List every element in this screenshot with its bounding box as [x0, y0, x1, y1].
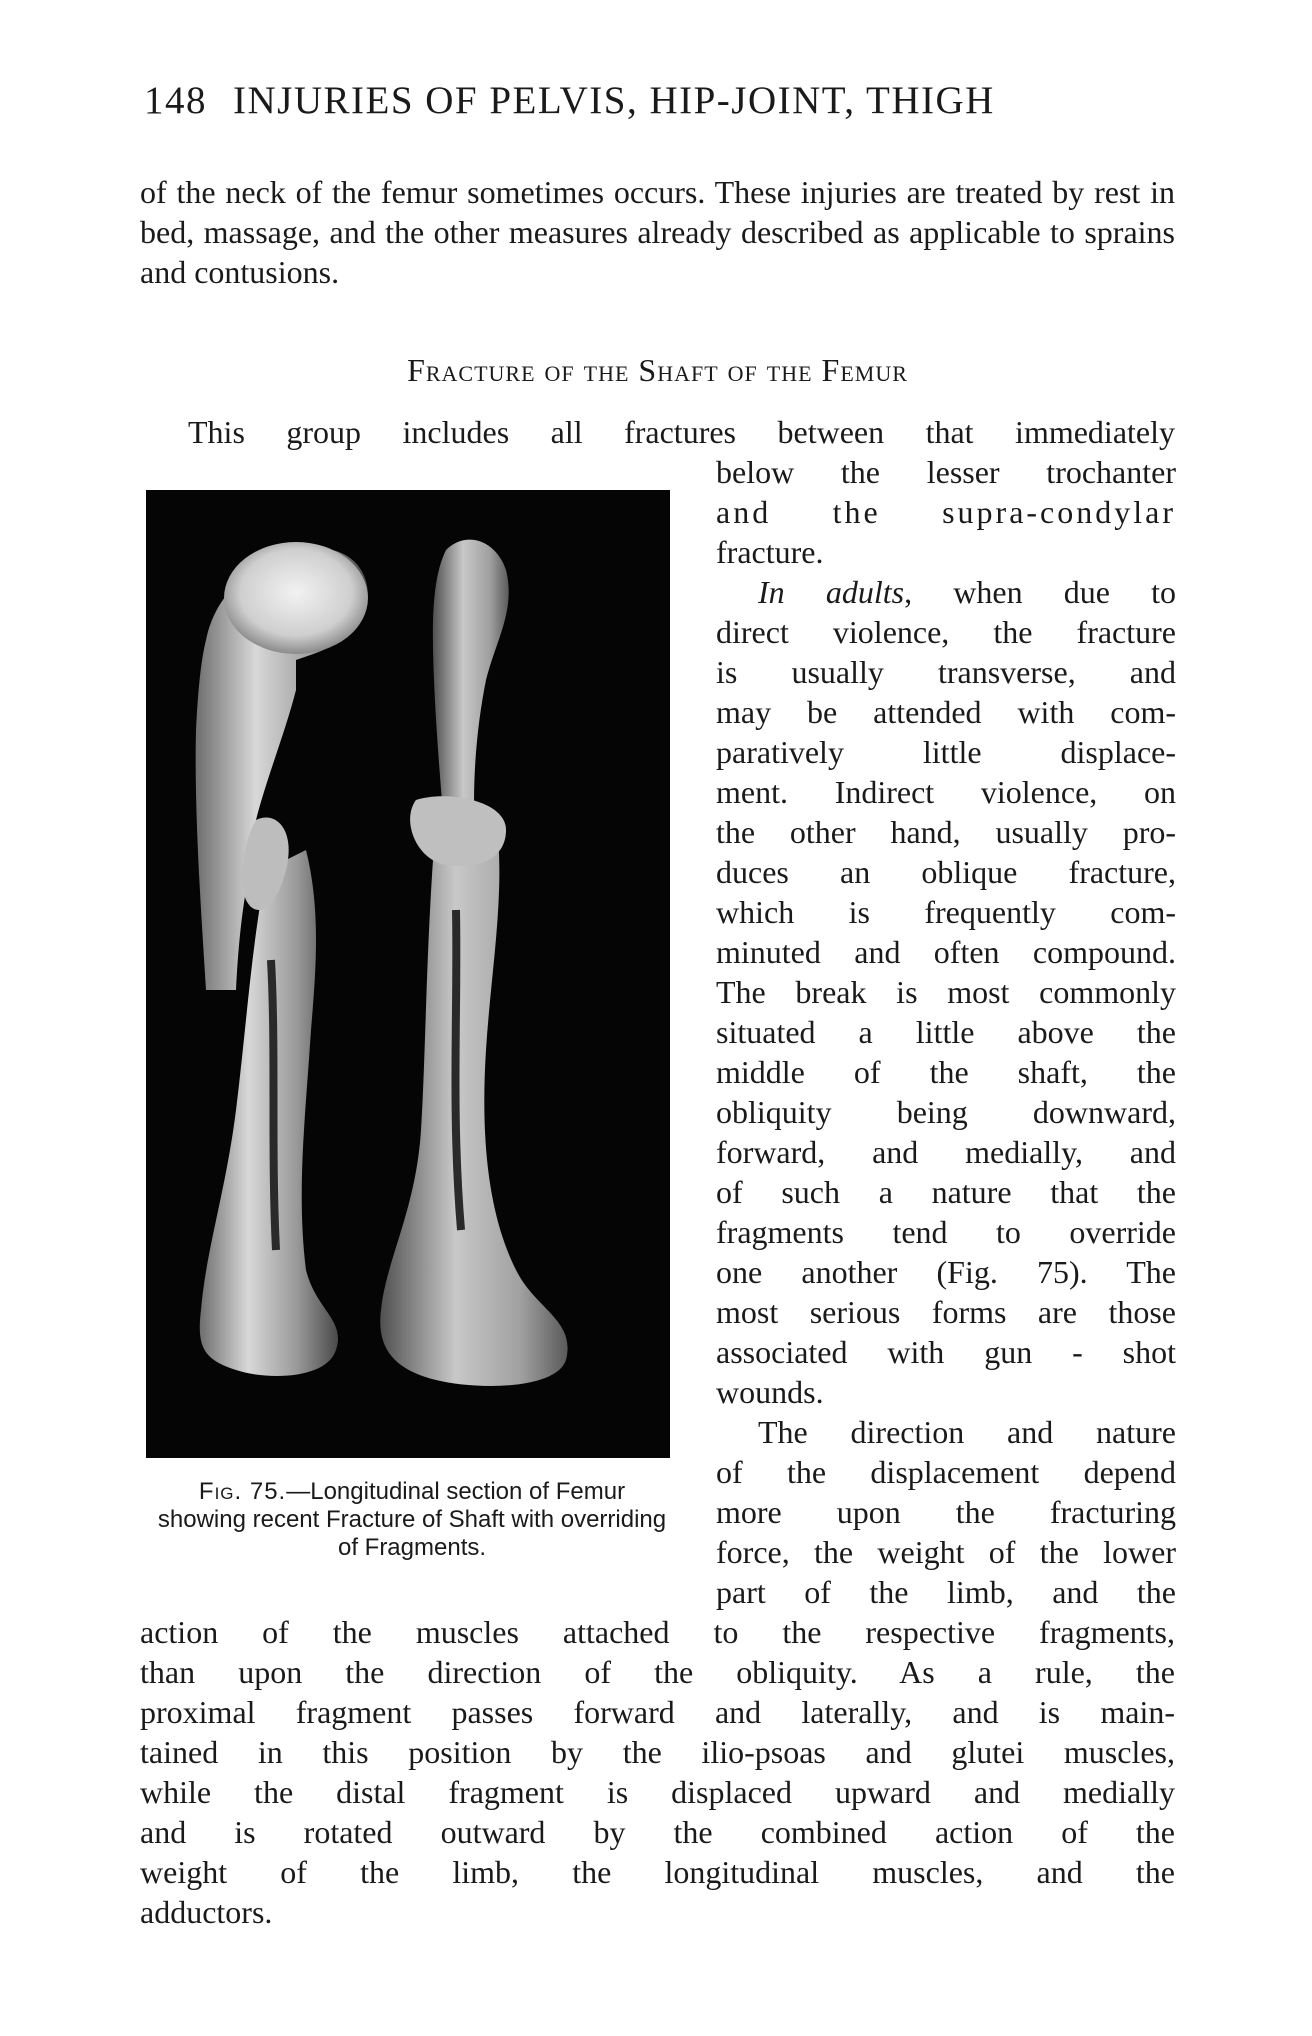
- text-line: than upon the direction of the obliquity. As a rule, the: [140, 1654, 1175, 1690]
- figure-caption: [152, 1478, 672, 1562]
- text-line: wounds.: [716, 1374, 824, 1410]
- text-line: adductors.: [140, 1894, 273, 1930]
- text-line: obliquity being downward,: [716, 1094, 1176, 1130]
- text-line: The direction and nature: [758, 1414, 1176, 1450]
- text-line: action of the muscles attached to the respective fragments,: [140, 1614, 1175, 1650]
- text-line: of the displacement depend: [716, 1454, 1176, 1490]
- text-line: The break is most commonly: [716, 974, 1176, 1010]
- text-line: middle of the shaft, the: [716, 1054, 1176, 1090]
- in-adults-rest: , when due to: [904, 574, 1177, 610]
- running-title: INJURIES OF PELVIS, HIP-JOINT, THIGH: [233, 79, 995, 122]
- text-line: of such a nature that the: [716, 1174, 1176, 1210]
- text-line: forward, and medially, and: [716, 1134, 1176, 1170]
- text-line: and is rotated outward by the combined action of the: [140, 1814, 1175, 1850]
- text-line-in-adults: [716, 572, 1176, 612]
- text-line: fragments tend to override: [716, 1214, 1176, 1250]
- text-line: may be attended with com-: [716, 694, 1176, 730]
- text-line: force, the weight of the lower: [716, 1534, 1176, 1570]
- in-adults-italic: In adults: [758, 574, 905, 610]
- text-line: the other hand, usually pro-: [716, 814, 1176, 850]
- running-head: [144, 78, 1174, 123]
- text-line: minuted and often compound.: [716, 934, 1176, 970]
- figure-caption-text: —Longitudinal section of Femur showing recent Fracture of Shaft with overriding of Fragments.: [157, 1478, 667, 1561]
- text-line: weight of the limb, the longitudinal muscles, and the: [140, 1854, 1175, 1890]
- text-line: and the supra-condylar: [716, 494, 1176, 530]
- section-heading: Fracture of the Shaft of the Femur: [407, 352, 908, 388]
- text-line: tained in this position by the ilio-psoas and glutei muscles,: [140, 1734, 1175, 1770]
- text-line: direct violence, the fracture: [716, 614, 1176, 650]
- text-line: situated a little above the: [716, 1014, 1176, 1050]
- text-line: fracture.: [716, 534, 824, 570]
- text-line: more upon the fracturing: [716, 1494, 1176, 1530]
- figure-label: Fig. 75.: [198, 1478, 287, 1505]
- section-first-line: This group includes all fractures between that immediately: [188, 414, 1175, 450]
- text-line: is usually transverse, and: [716, 654, 1176, 690]
- text-line: paratively little displace-: [716, 734, 1176, 770]
- text-line: one another (Fig. 75). The: [716, 1254, 1176, 1290]
- text-line: part of the limb, and the: [716, 1574, 1176, 1610]
- text-line: ment. Indirect violence, on: [716, 774, 1176, 810]
- intro-paragraph: of the neck of the femur sometimes occurs. These injuries are treated by rest in bed, massage, and the other measures already described as applicable to sprains and contusions.: [140, 174, 1175, 290]
- text-line: associated with gun - shot: [716, 1334, 1176, 1370]
- page-number: 148: [144, 79, 207, 122]
- text-line: below the lesser trochanter: [716, 454, 1176, 490]
- text-line: duces an oblique fracture,: [716, 854, 1176, 890]
- text-line: most serious forms are those: [716, 1294, 1176, 1330]
- femur-photograph: [146, 490, 670, 1458]
- femur-section-image: [146, 490, 670, 1458]
- text-line: while the distal fragment is displaced upward and medially: [140, 1774, 1175, 1810]
- text-line: which is frequently com-: [716, 894, 1176, 930]
- text-line: proximal fragment passes forward and laterally, and is main-: [140, 1694, 1175, 1730]
